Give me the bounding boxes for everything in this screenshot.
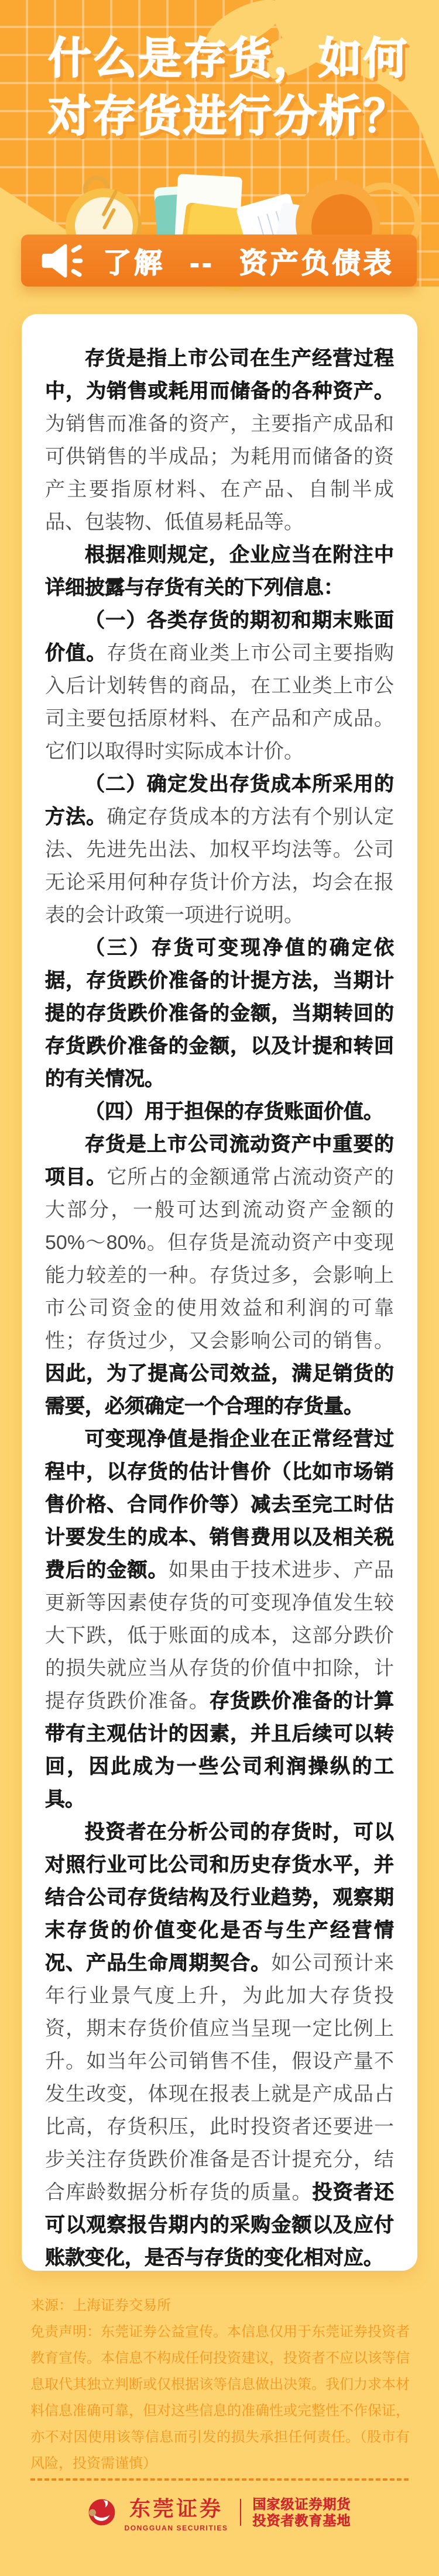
logo-name-cn: 东莞证券 (129, 2497, 223, 2520)
body-text: 存货在商业类上市公司主要指购入后计划转售的商品，在工业类上市公司主要包括原材料、在产品和产成品。它们以取得时实际成本计价。 (45, 642, 394, 763)
brand-logo-row (0, 2492, 439, 2532)
slogan-line2: 投资者教育基地 (252, 2513, 351, 2528)
body-text-bold: 存货是上市公司流动资产中重要的项目。 (45, 1133, 394, 1188)
body-text-bold: 存货跌价准备的计算带有主观估计的因素，并且后续可以转回，因此成为一些公司利润操纵的工具。 (45, 1690, 394, 1811)
dashed-divider (30, 2478, 409, 2481)
body-text-bold: 可变现净值是指企业在正常经营过程中，以存货的估计售价（比如市场销售价格、合同作价等）减去至完工时估计要发生的成本、销售费用以及相关税费后的金额。 (45, 1428, 394, 1581)
logo-divider (240, 2499, 241, 2526)
page-title-line2: 对存货进行分析？ (48, 92, 409, 140)
logo-slogan (253, 2496, 351, 2529)
body-text-bold: （一）各类存货的期初和期末账面价值。 (45, 609, 394, 664)
page-title-line1: 什么是存货，如何 (48, 34, 409, 82)
footer-disclaimer: 免责声明：东莞证券公益宣传。本信息仅用于东莞证券投资者教育宣传。本信息不构成任何投资建议，投资者不应以该等信息取代其独立判断或仅根据该等信息做出决策。我们力求本材料信息准确可靠，但对这些信息的准确性或完整性不作保证，亦不对因使用该等信息而引发的损失承担任何责任。（股市有风险，投资需谨慎） (30, 2324, 410, 2471)
body-paragraph (45, 604, 394, 768)
body-text-bold: （三）存货可变现净值的确定依据，存货跌价准备的计提方法，当期计提的存货跌价准备的金额，当期转回的存货跌价准备的金额，以及计提和转回的有关情况。 (45, 937, 394, 1090)
body-text: 它所占的金额通常占流动资产的大部分，一般可达到流动资产金额的50%～80%。但存货是流动资产中变现能力较差的一种。存货过多，会影响上市公司资金的使用效益和利润的可靠性；存货过少，又会影响公司的销售。 (45, 1166, 394, 1352)
body-text-bold: 根据准则规定，企业应当在附注中详细披露与存货有关的下列信息： (45, 544, 394, 599)
section-banner (21, 235, 417, 287)
body-text-bold: 投资者在分析公司的存货时，可以对照行业可比公司和历史存货水平，并结合公司存货结构及行业趋势，观察期末存货的价值变化是否与生产经营情况、产品生命周期契合。 (45, 1821, 394, 1974)
body-text-bold: （二）确定发出存货成本所采用的方法。 (45, 773, 394, 828)
body-paragraph (45, 342, 394, 539)
logo-name (124, 2492, 228, 2532)
footer-source: 来源：上海证券交易所 (30, 2298, 171, 2313)
body-paragraph (45, 932, 394, 1095)
speaker-icon (40, 243, 85, 278)
body-text-bold: 存货是指上市公司在生产经营过程中，为销售或耗用而储备的各种资产。 (45, 347, 394, 402)
content-card (22, 314, 417, 2271)
dongguan-securities-logo-icon (88, 2498, 116, 2526)
banner-label: 了解 -- 资产负债表 (103, 248, 395, 279)
page-title (48, 29, 409, 145)
body-text: 为销售而准备的资产，主要指产成品和可供销售的半成品；为耗用而储备的资产主要指原材料、在产品、自制半成品、包装物、低值易耗品等。 (45, 413, 394, 533)
body-paragraph (45, 1128, 394, 1423)
slogan-line1: 国家级证券期货 (252, 2496, 351, 2512)
footer-section (30, 2292, 410, 2477)
body-text: 如果由于技术进步、产品更新等因素使存货的可变现净值发生较大下跌，低于账面的成本，这部分跌价的损失就应当从存货的价值中扣除，计提存货跌价准备。 (45, 1559, 394, 1712)
body-paragraph (45, 1423, 394, 1816)
body-paragraph (45, 1095, 394, 1128)
body-text: 确定存货成本的方法有个别认定法、先进先出法、加权平均法等。公司无论采用何种存货计价方法，均会在报表的会计政策一项进行说明。 (45, 806, 394, 926)
body-text-bold: （四）用于担保的存货账面价值。 (85, 1101, 383, 1123)
body-paragraph (45, 768, 394, 932)
logo-name-en: DONGGUAN SECURITIES (124, 2524, 228, 2532)
body-paragraph (45, 539, 394, 604)
body-text: 如公司预计来年行业景气度上升，为此加大存货投资，期末存货价值应当呈现一定比例上升。如当年公司销售不佳，假设产量不发生改变，体现在报表上就是产成品占比高，存货积压，此时投资者还要进一步关注存货跌价准备是否计提充分，结合库龄数据分析存货的质量。 (45, 1952, 394, 2203)
body-text-bold: 因此，为了提高公司效益，满足销货的需要，必须确定一个合理的存货量。 (45, 1363, 394, 1418)
body-text-bold: 投资者还可以观察报告期内的采购金额以及应付账款变化，是否与存货的变化相对应。 (45, 2181, 394, 2269)
body-paragraph (45, 1816, 394, 2274)
